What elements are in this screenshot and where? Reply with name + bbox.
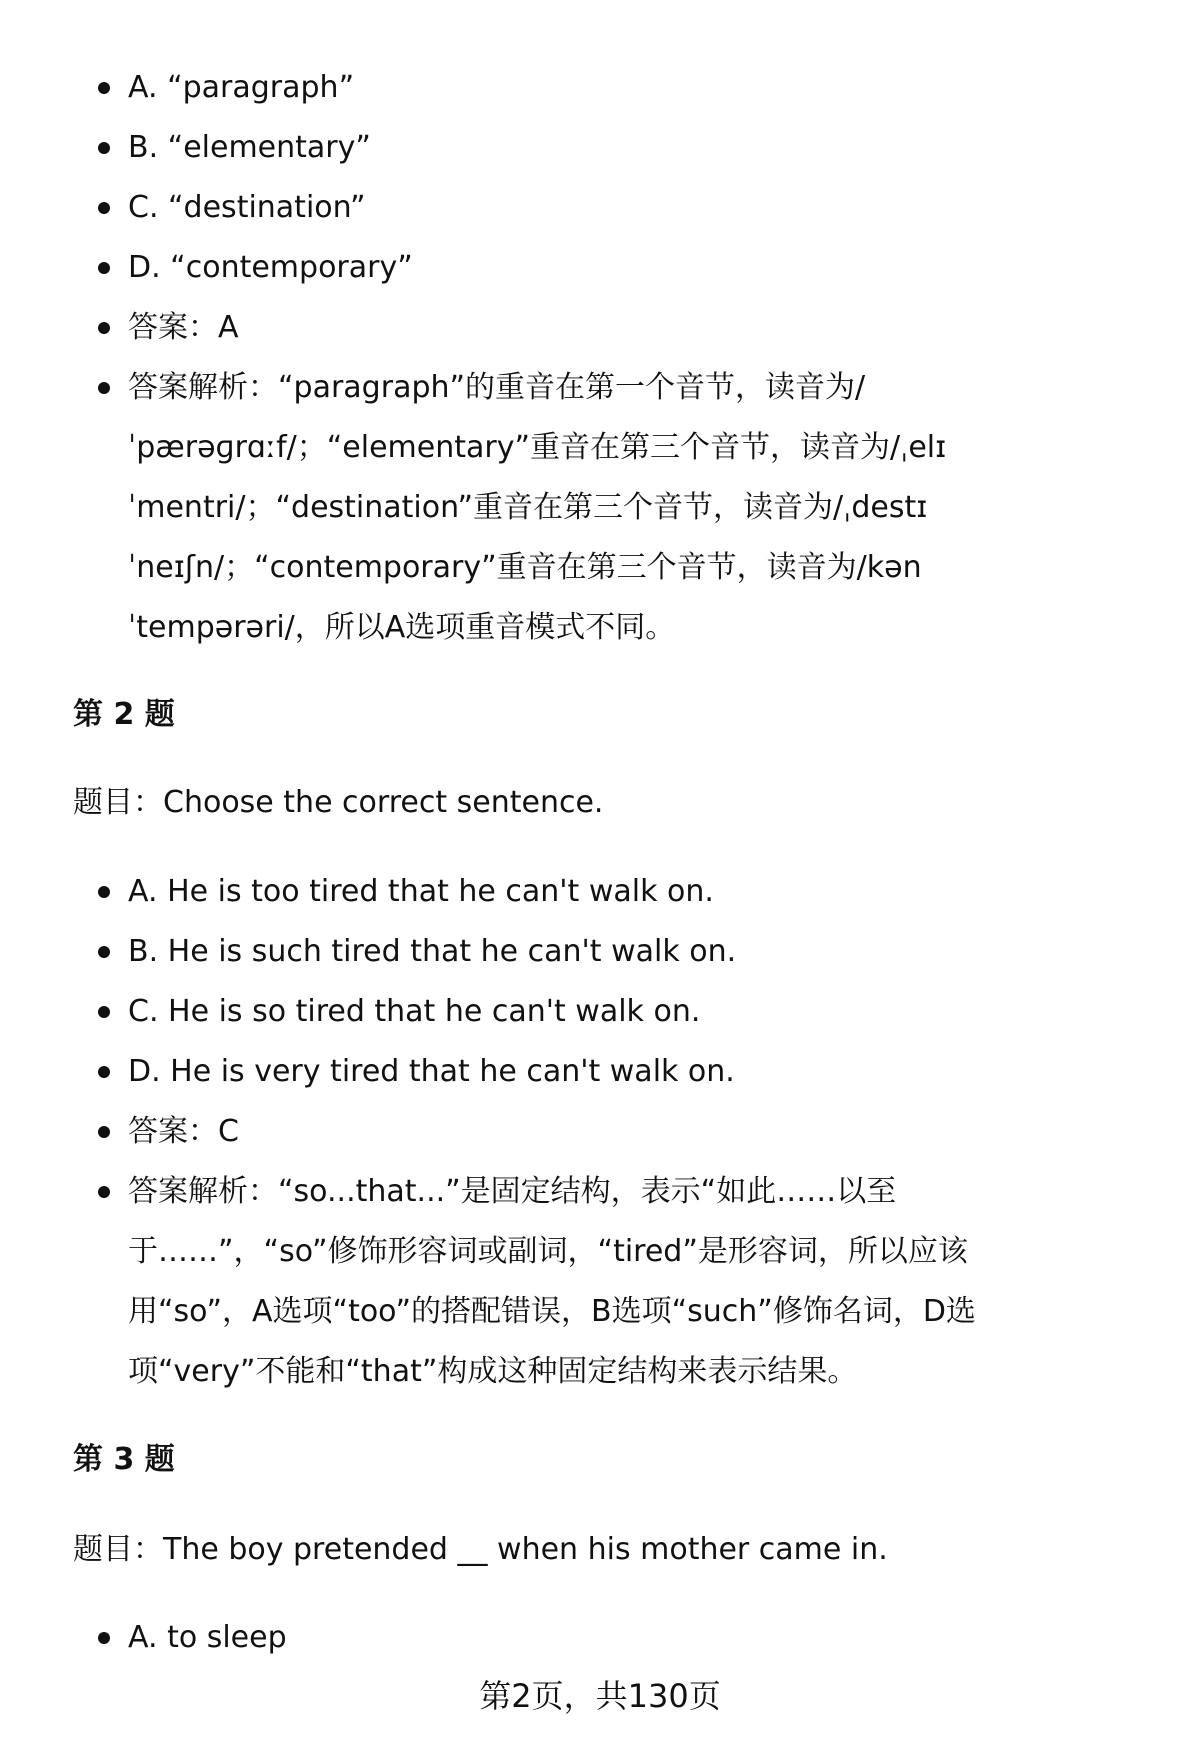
q2-option-list [0,862,1200,1402]
q1-option-b: B. “elementary” [0,118,1200,178]
q1-option-a: A. “paragraph” [0,58,1200,118]
q3-stem: 题目：The boy pretended __ when his mother came in. [73,1532,888,1567]
q2-explanation: 答案解析：“so...that...”是固定结构，表示“如此……以至于……”，“so”修饰形容词或副词，“tired”是形容词，所以应该用“so”，A选项“too”的搭配错误，B选项“such”修饰名词，D选项“very”不能和“that”构成这种固定结构来表示结果。 [0,1162,1200,1402]
q2-option-c: C. He is so tired that he can't walk on. [0,982,1200,1042]
q2-stem: 题目：Choose the correct sentence. [73,785,604,820]
q1-option-c: C. “destination” [0,178,1200,238]
q2-option-d: D. He is very tired that he can't walk on. [0,1042,1200,1102]
q1-answer: 答案：A [0,298,1200,358]
page-number-footer: 第2页，共130页 [479,1677,721,1715]
q3-option-list [0,1608,1200,1668]
q3-option-a: A. to sleep [0,1608,1200,1668]
q2-answer: 答案：C [0,1102,1200,1162]
q3-heading: 第 3 题 [73,1442,175,1477]
q1-explanation: 答案解析：“paragraph”的重音在第一个音节，读音为/ˈpærəɡrɑːf/；“elementary”重音在第三个音节，读音为/ˌelɪˈmentri/；“destination”重音在第三个音节，读音为/ˌdestɪˈneɪʃn/；“contemporary”重音在第三个音节，读音为/kənˈtempərəri/，所以A选项重音模式不同。 [0,358,1200,658]
q1-option-list [0,58,1200,658]
q2-heading: 第 2 题 [73,697,175,732]
q2-option-a: A. He is too tired that he can't walk on. [0,862,1200,922]
q1-option-d: D. “contemporary” [0,238,1200,298]
q2-option-b: B. He is such tired that he can't walk on. [0,922,1200,982]
